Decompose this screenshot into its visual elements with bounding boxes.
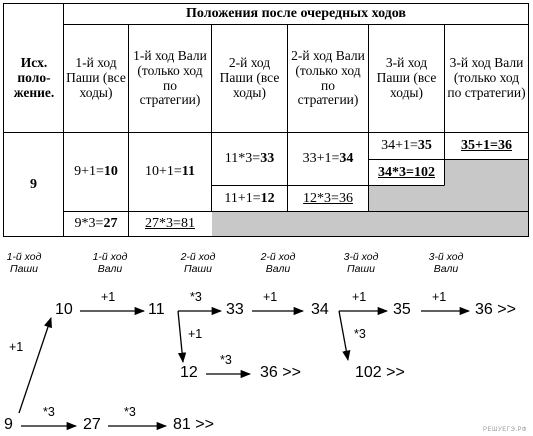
tree-header-v2: 2-й ход Вали: [260, 251, 296, 276]
col-header-v3: 3-й ход Вали (только ход по стратегии): [447, 55, 526, 100]
node-33: 33: [226, 301, 244, 318]
arrow-34-102: [339, 311, 348, 360]
cell-p1-mul: 9*3= 27: [74, 216, 118, 232]
table-title: Положения после очередных ходов: [186, 6, 406, 22]
col-header-start: Исх. поло-жение.: [13, 55, 55, 100]
cell-v2-plus: 33+1= 34: [302, 151, 354, 167]
tree-header-p1: 1-й ход Паши: [6, 251, 42, 276]
cell-p2-plus: 11+1= 12: [224, 190, 275, 206]
op-12-36: *3: [220, 353, 232, 367]
cell-v3-win: 35+1=36: [461, 138, 512, 154]
col-header-p1: 1-й ход Паши (все ходы): [66, 55, 126, 100]
cell-p3-mul: 34*3=102: [378, 164, 435, 180]
node-35: 35: [393, 301, 411, 318]
op-33-34: +1: [263, 290, 278, 304]
cell-p3-plus: 34+1= 35: [381, 138, 432, 154]
node-34: 34: [311, 301, 329, 318]
col-header-v1: 1-й ход Вали (только ход по стратегии): [133, 47, 207, 108]
node-11: 11: [148, 301, 165, 318]
node-9: 9: [4, 416, 13, 433]
op-9-27: *3: [43, 405, 55, 419]
col-header-v2: 2-й ход Вали (только ход по стратегии): [291, 47, 365, 108]
cell-v2-win: 12*3=36: [303, 190, 353, 206]
op-11-12: +1: [188, 327, 203, 341]
tree-header-p3: 3-й ход Паши: [343, 251, 379, 276]
op-35-36: +1: [432, 290, 447, 304]
node-81-final: 81 >>: [173, 416, 214, 433]
node-36-final-b: 36 >>: [260, 364, 301, 381]
arrow-9-10: [19, 318, 51, 413]
cell-v1-win: 27*3=81: [145, 216, 195, 232]
cell-p2-mul: 11*3= 33: [224, 151, 275, 167]
cell-p1-plus: 9+1= 10: [74, 164, 118, 180]
start-position: 9: [30, 176, 37, 192]
watermark: РЕШУЕГЭ.РФ: [482, 427, 527, 433]
col-header-p3: 3-й ход Паши (все ходы): [376, 55, 437, 100]
node-12: 12: [180, 364, 198, 381]
tree-header-v1: 1-й ход Вали: [92, 251, 128, 276]
op-9-10: +1: [9, 340, 24, 354]
op-11-33: *3: [190, 290, 202, 304]
node-36-final-a: 36 >>: [475, 301, 516, 318]
node-102-final: 102 >>: [355, 364, 405, 381]
op-27-81: *3: [124, 405, 136, 419]
tree-header-p2: 2-й ход Паши: [180, 251, 216, 276]
cell-v1-plus: 10+1= 11: [144, 164, 196, 180]
node-27: 27: [83, 416, 101, 433]
op-10-11: +1: [101, 290, 116, 304]
arrow-11-12: [178, 311, 183, 362]
op-34-35: +1: [352, 290, 367, 304]
node-10: 10: [55, 301, 73, 318]
op-34-102: *3: [354, 327, 366, 341]
col-header-p2: 2-й ход Паши (все ходы): [219, 55, 280, 100]
tree-header-v3: 3-й ход Вали: [428, 251, 464, 276]
